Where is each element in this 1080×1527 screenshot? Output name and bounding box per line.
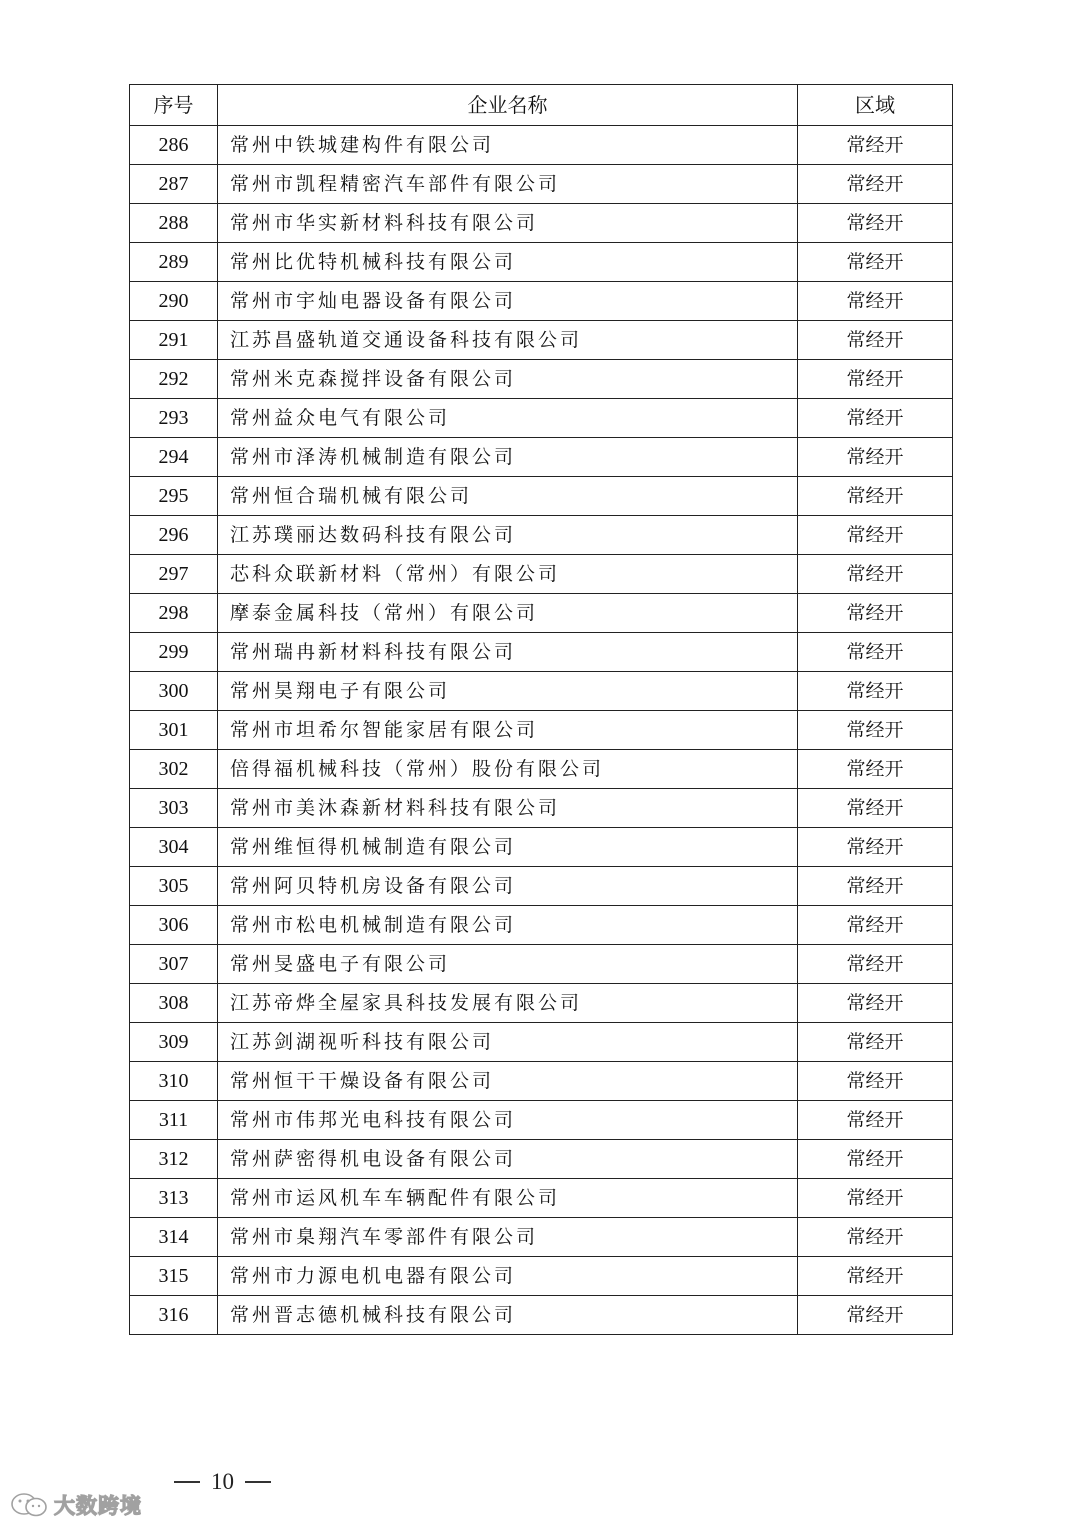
table-row [130,126,953,165]
row-serial-number: 287 [130,165,218,204]
table-row [130,399,953,438]
footer-dash-left [174,1481,200,1483]
row-region: 常经开 [798,399,953,438]
table-row [130,477,953,516]
table-row [130,1062,953,1101]
table-row [130,1257,953,1296]
row-company-name: 江苏剑湖视听科技有限公司 [218,1023,798,1062]
company-list-table [129,84,953,1335]
row-region: 常经开 [798,243,953,282]
row-region: 常经开 [798,594,953,633]
row-region: 常经开 [798,126,953,165]
row-region: 常经开 [798,438,953,477]
row-company-name: 常州市伟邦光电科技有限公司 [218,1101,798,1140]
row-region: 常经开 [798,1296,953,1335]
row-company-name: 江苏璞丽达数码科技有限公司 [218,516,798,555]
row-region: 常经开 [798,984,953,1023]
row-region: 常经开 [798,165,953,204]
table-row [130,711,953,750]
row-company-name: 常州阿贝特机房设备有限公司 [218,867,798,906]
row-serial-number: 306 [130,906,218,945]
row-serial-number: 300 [130,672,218,711]
row-serial-number: 303 [130,789,218,828]
row-serial-number: 298 [130,594,218,633]
row-serial-number: 289 [130,243,218,282]
row-region: 常经开 [798,1257,953,1296]
table-row [130,1296,953,1335]
header-region: 区域 [798,85,953,126]
row-company-name: 常州比优特机械科技有限公司 [218,243,798,282]
row-company-name: 常州中铁城建构件有限公司 [218,126,798,165]
table-row [130,1218,953,1257]
row-serial-number: 314 [130,1218,218,1257]
table-row [130,672,953,711]
table-row [130,867,953,906]
row-region: 常经开 [798,204,953,243]
row-serial-number: 311 [130,1101,218,1140]
page-number: 10 [211,1469,234,1494]
row-region: 常经开 [798,1023,953,1062]
row-company-name: 常州恒合瑞机械有限公司 [218,477,798,516]
table-row [130,594,953,633]
row-company-name: 常州市臬翔汽车零部件有限公司 [218,1218,798,1257]
table-row [130,165,953,204]
row-company-name: 常州市泽涛机械制造有限公司 [218,438,798,477]
row-region: 常经开 [798,945,953,984]
header-company-name: 企业名称 [218,85,798,126]
row-company-name: 常州市坦希尔智能家居有限公司 [218,711,798,750]
row-region: 常经开 [798,1101,953,1140]
row-serial-number: 307 [130,945,218,984]
row-company-name: 摩泰金属科技（常州）有限公司 [218,594,798,633]
table-row [130,360,953,399]
page-footer [163,1469,282,1495]
row-company-name: 江苏昌盛轨道交通设备科技有限公司 [218,321,798,360]
watermark [10,1490,142,1520]
row-region: 常经开 [798,633,953,672]
row-company-name: 常州市松电机械制造有限公司 [218,906,798,945]
table-row [130,438,953,477]
table-body [130,126,953,1335]
table-row [130,1179,953,1218]
row-region: 常经开 [798,867,953,906]
footer-dash-right [245,1481,271,1483]
row-region: 常经开 [798,321,953,360]
row-region: 常经开 [798,516,953,555]
row-company-name: 常州瑞冉新材料科技有限公司 [218,633,798,672]
row-company-name: 芯科众联新材料（常州）有限公司 [218,555,798,594]
row-serial-number: 291 [130,321,218,360]
row-company-name: 常州昊翔电子有限公司 [218,672,798,711]
row-company-name: 常州市华实新材料科技有限公司 [218,204,798,243]
table-header-row [130,85,953,126]
row-serial-number: 288 [130,204,218,243]
row-company-name: 常州市宇灿电器设备有限公司 [218,282,798,321]
table-row [130,282,953,321]
table-row [130,516,953,555]
row-company-name: 常州市凯程精密汽车部件有限公司 [218,165,798,204]
row-serial-number: 293 [130,399,218,438]
row-region: 常经开 [798,1179,953,1218]
row-serial-number: 308 [130,984,218,1023]
row-serial-number: 315 [130,1257,218,1296]
row-serial-number: 312 [130,1140,218,1179]
row-serial-number: 297 [130,555,218,594]
row-serial-number: 299 [130,633,218,672]
table-row [130,204,953,243]
table-row [130,789,953,828]
row-region: 常经开 [798,789,953,828]
row-company-name: 常州市力源电机电器有限公司 [218,1257,798,1296]
row-serial-number: 292 [130,360,218,399]
row-serial-number: 295 [130,477,218,516]
table-row [130,321,953,360]
table-row [130,750,953,789]
row-region: 常经开 [798,711,953,750]
row-company-name: 常州市美沐森新材料科技有限公司 [218,789,798,828]
row-region: 常经开 [798,1062,953,1101]
row-serial-number: 305 [130,867,218,906]
row-region: 常经开 [798,1140,953,1179]
row-company-name: 常州萨密得机电设备有限公司 [218,1140,798,1179]
row-serial-number: 304 [130,828,218,867]
row-serial-number: 286 [130,126,218,165]
row-company-name: 常州旻盛电子有限公司 [218,945,798,984]
table-row [130,984,953,1023]
row-region: 常经开 [798,750,953,789]
watermark-text: 大数跨境 [54,1494,142,1518]
row-serial-number: 309 [130,1023,218,1062]
row-region: 常经开 [798,906,953,945]
table-row [130,633,953,672]
row-serial-number: 310 [130,1062,218,1101]
row-region: 常经开 [798,555,953,594]
row-region: 常经开 [798,1218,953,1257]
row-serial-number: 302 [130,750,218,789]
table-row [130,555,953,594]
row-serial-number: 290 [130,282,218,321]
row-region: 常经开 [798,477,953,516]
table-row [130,828,953,867]
table-row [130,243,953,282]
row-serial-number: 296 [130,516,218,555]
row-company-name: 江苏帝烨全屋家具科技发展有限公司 [218,984,798,1023]
row-region: 常经开 [798,282,953,321]
row-region: 常经开 [798,828,953,867]
row-company-name: 常州益众电气有限公司 [218,399,798,438]
table-row [130,906,953,945]
row-serial-number: 301 [130,711,218,750]
row-region: 常经开 [798,672,953,711]
table-row [130,1023,953,1062]
row-serial-number: 316 [130,1296,218,1335]
table-row [130,1140,953,1179]
row-serial-number: 313 [130,1179,218,1218]
table-row [130,1101,953,1140]
row-company-name: 常州晋志德机械科技有限公司 [218,1296,798,1335]
row-company-name: 倍得福机械科技（常州）股份有限公司 [218,750,798,789]
row-serial-number: 294 [130,438,218,477]
row-company-name: 常州维恒得机械制造有限公司 [218,828,798,867]
row-company-name: 常州市运风机车车辆配件有限公司 [218,1179,798,1218]
table-row [130,945,953,984]
header-serial-number: 序号 [130,85,218,126]
row-company-name: 常州恒干干燥设备有限公司 [218,1062,798,1101]
row-region: 常经开 [798,360,953,399]
wechat-logo-icon [10,1492,50,1518]
row-company-name: 常州米克森搅拌设备有限公司 [218,360,798,399]
